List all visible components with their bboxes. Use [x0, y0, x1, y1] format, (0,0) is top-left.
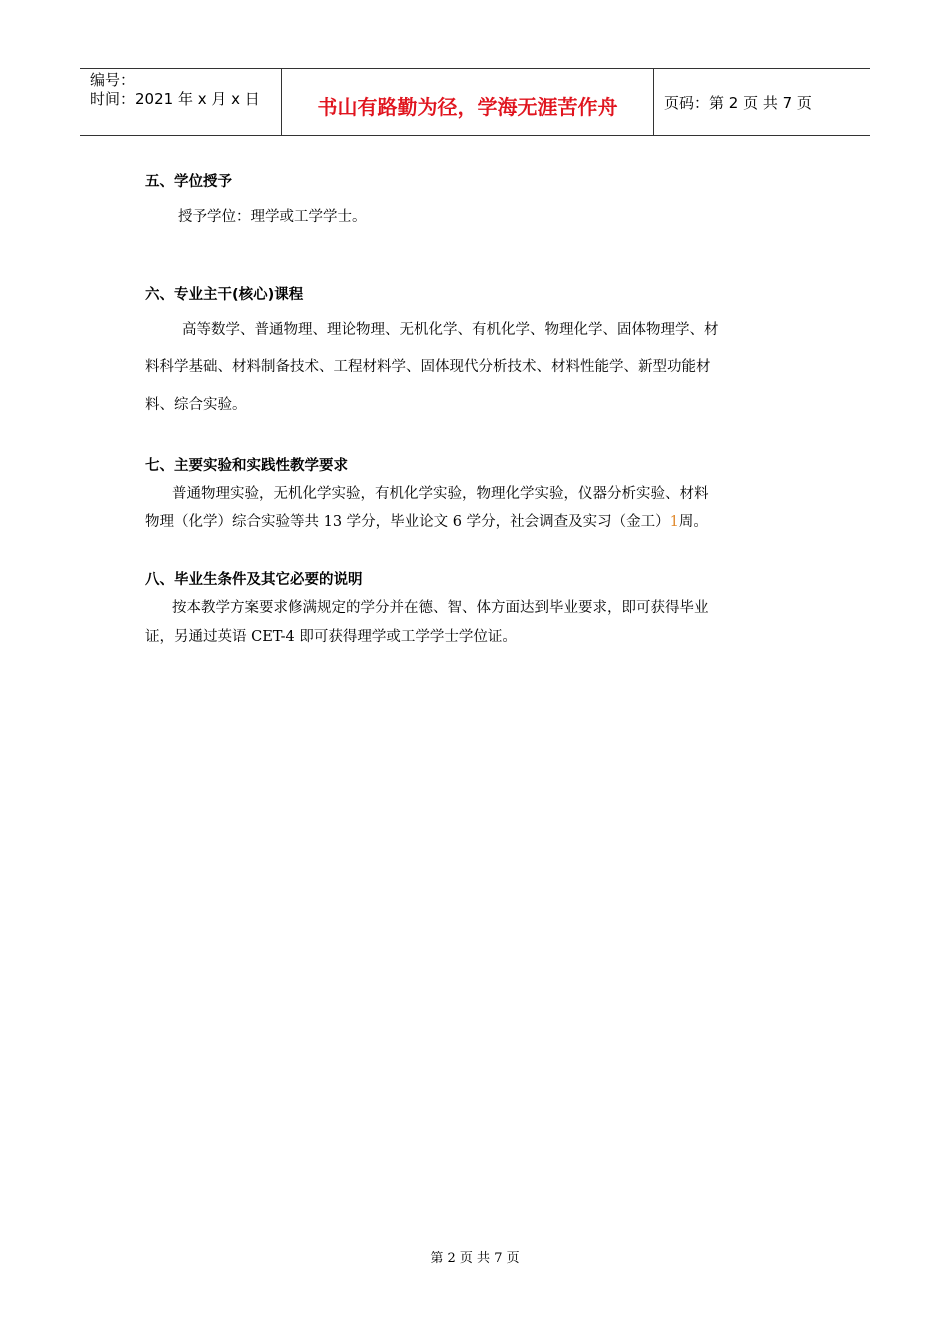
section-title-core-courses: 六、专业主干(核心)课程	[145, 287, 304, 303]
section-body-line: 料科学基础、材料制备技术、工程材料学、固体现代分析技术、材料性能学、新型功能材	[145, 359, 711, 375]
section-title-practice: 七、主要实验和实践性教学要求	[145, 458, 348, 474]
section-body-line: 高等数学、普通物理、理论物理、无机化学、有机化学、物理化学、固体物理学、材	[182, 322, 719, 338]
header-meta-cell	[80, 69, 281, 135]
header-page-cell	[654, 69, 870, 135]
document-number-label: 编号：	[90, 71, 136, 89]
section-title-degree: 五、学位授予	[145, 174, 232, 190]
section-body-line: 按本教学方案要求修满规定的学分并在德、智、体方面达到毕业要求，即可获得毕业	[172, 600, 709, 616]
header-motto: 书山有路勤为径，学海无涯苦作舟	[317, 95, 618, 119]
header-motto-cell	[281, 69, 654, 135]
section-body-line: 料、综合实验。	[145, 397, 247, 413]
page-footer: 第 2 页 共 7 页	[430, 1251, 520, 1266]
section-body-line: 证，另通过英语 CET-4 即可获得理学或工学学士学位证。	[145, 629, 517, 645]
section-body-line: 授予学位：理学或工学学士。	[178, 209, 367, 225]
internship-weeks-value: 1	[669, 514, 679, 530]
section-body-line: 普通物理实验，无机化学实验，有机化学实验，物理化学实验，仪器分析实验、材料	[172, 486, 709, 502]
section-body-text: 周。	[678, 514, 708, 530]
page-header	[80, 68, 870, 136]
section-body-text: 物理（化学）综合实验等共 13 学分，毕业论文 6 学分，社会调查及实习（金工）	[145, 514, 670, 530]
section-body-line	[145, 510, 810, 531]
header-page-info: 页码：第 2 页 共 7 页	[664, 94, 812, 112]
document-date: 时间：2021 年 x 月 x 日	[90, 90, 260, 108]
section-title-graduation: 八、毕业生条件及其它必要的说明	[145, 572, 363, 588]
